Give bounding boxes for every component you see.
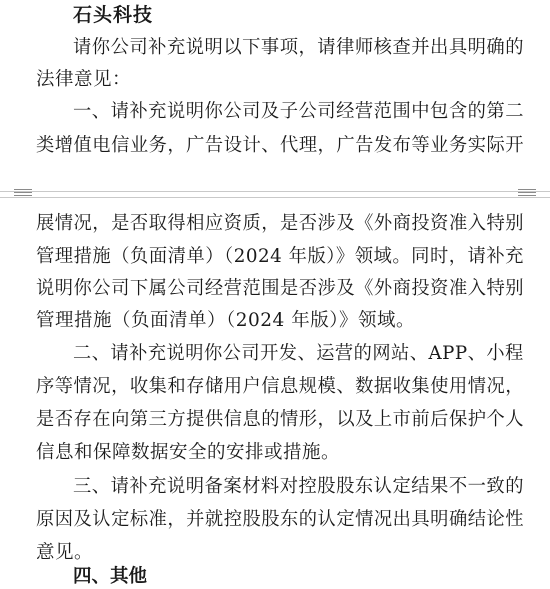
item2-line-1: 二、请补充说明你公司开发、运营的网站、APP、小程 [73,343,524,364]
item2-line-4: 信息和保障数据安全的安排或措施。 [36,442,341,463]
item1-line-2: 类增值电信业务，广告设计、代理，广告发布等业务实际开 [36,135,525,156]
item1-line-6: 管理措施（负面清单）（2024 年版）》领域。 [36,310,415,331]
item2-line-3: 是否存在向第三方提供信息的情形，以及上市前后保护个人 [36,409,525,430]
item1-line-1: 一、请补充说明你公司及子公司经营范围中包含的第二 [73,101,524,122]
page-break-rule-top [0,191,550,192]
company-name: 石头科技 [73,4,154,26]
item1-line-4: 管理措施（负面清单）（2024 年版）》领域。同时，请补充 [36,246,524,267]
page-break-rule-bottom [0,197,550,198]
intro-line-2: 法律意见： [36,69,132,90]
item3-line-3: 意见。 [36,542,94,563]
page-break-separator [0,183,550,208]
next-heading-cut [73,565,153,587]
item1-line-5: 说明你公司下属公司经营范围是否涉及《外商投资准入特别 [36,278,525,299]
next-heading-cut-text: 四、其他 [73,566,148,587]
item3-line-1: 三、请补充说明备案材料对控股股东认定结果不一致的 [73,476,524,497]
intro-line-1: 请你公司补充说明以下事项，请律师核查并出具明确的 [73,37,524,58]
page-gap-left-icon[interactable] [14,189,32,199]
item1-line-3: 展情况，是否取得相应资质，是否涉及《外商投资准入特别 [36,213,525,234]
item2-line-2: 序等情况，收集和存储用户信息规模、数据收集使用情况， [36,376,525,397]
item3-line-2: 原因及认定标准，并就控股股东的认定情况出具明确结论性 [36,509,525,530]
page-gap-right-icon[interactable] [518,189,536,199]
